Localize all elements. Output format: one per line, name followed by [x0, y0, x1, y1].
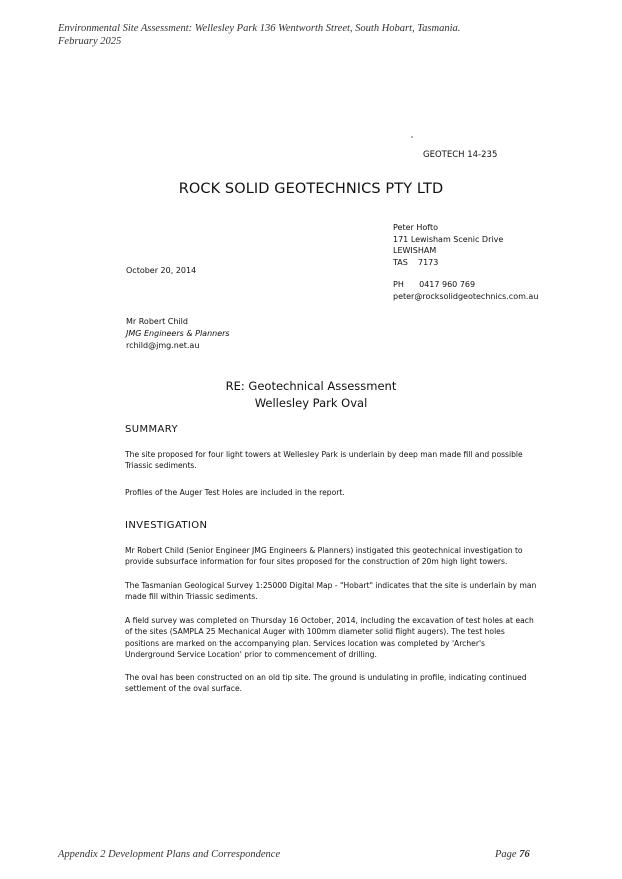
- investigation-paragraph-2: [125, 580, 537, 603]
- letter-date: October 20, 2014: [126, 266, 197, 275]
- investigation-paragraph-3-text: A field survey was completed on Thursday 16 October, 2014, including the excavation of test holes at each of the sites (SAMPLA 25 Mechanical Auger with 100mm diameter solid flight augers). The test holes positions are marked on the accompanying plan. Services location was completed by 'Archer's Underground Service Location' prior to commencement of drilling.: [125, 616, 534, 660]
- investigation-paragraph-4: [125, 672, 537, 695]
- sender-suburb: LEWISHAM: [393, 246, 437, 255]
- subject-block: [0, 378, 622, 411]
- summary-paragraph-1-text: The site proposed for four light towers at Wellesley Park is underlain by deep man made fill and possible Triassic sediments.: [125, 450, 523, 471]
- page-label: Page: [495, 849, 517, 860]
- summary-paragraph-2: [125, 487, 537, 498]
- investigation-paragraph-4-text: The oval has been constructed on an old tip site. The ground is undulating in profile, indicating continued settlement of the oval surface.: [125, 673, 527, 694]
- sender-address: [393, 222, 503, 268]
- summary-paragraph-2-text: Profiles of the Auger Test Holes are included in the report.: [125, 488, 345, 497]
- running-footer-title: Appendix 2 Development Plans and Correspondence: [58, 849, 281, 860]
- sender-contact: [393, 279, 538, 302]
- subject-line-2: Wellesley Park Oval: [254, 395, 368, 410]
- reference-code: GEOTECH 14-235: [423, 150, 498, 160]
- summary-heading: SUMMARY: [125, 424, 178, 435]
- sender-name: Peter Hofto: [393, 223, 438, 232]
- running-header-date: February 2025: [58, 36, 122, 47]
- page-number: [495, 849, 530, 860]
- subject-line-1: RE: Geotechnical Assessment: [225, 379, 397, 393]
- recipient-block: [126, 316, 230, 351]
- company-name: ROCK SOLID GEOTECHNICS PTY LTD: [178, 181, 444, 197]
- investigation-heading: INVESTIGATION: [125, 520, 208, 531]
- recipient-email: rchild@jmg.net.au: [126, 340, 200, 350]
- page-number-value: 76: [519, 849, 530, 860]
- running-header-title: Environmental Site Assessment: Wellesley Park 136 Wentworth Street, South Hobart, Tasmania.: [58, 23, 461, 34]
- scan-speck: [411, 136, 413, 138]
- summary-paragraph-1: [125, 449, 537, 472]
- investigation-paragraph-2-text: The Tasmanian Geological Survey 1:25000 Digital Map - "Hobart" indicates that the site is underlain by man made fill within Triassic sediments.: [125, 581, 537, 602]
- investigation-paragraph-3: [125, 615, 537, 661]
- sender-street: 171 Lewisham Scenic Drive: [393, 234, 504, 244]
- investigation-paragraph-1-text: Mr Robert Child (Senior Engineer JMG Engineers & Planners) instigated this geotechnical investigation to provide subsurface information for four sites proposed for the construction of 20m high light towers.: [125, 546, 523, 567]
- sender-email: peter@rocksolidgeotechnics.com.au: [393, 291, 539, 301]
- recipient-name: Mr Robert Child: [126, 317, 188, 326]
- recipient-company: JMG Engineers & Planners: [126, 328, 230, 338]
- investigation-paragraph-1: [125, 545, 537, 568]
- sender-state-postcode: TAS 7173: [393, 257, 439, 267]
- sender-phone: PH 0417 960 769: [393, 280, 476, 289]
